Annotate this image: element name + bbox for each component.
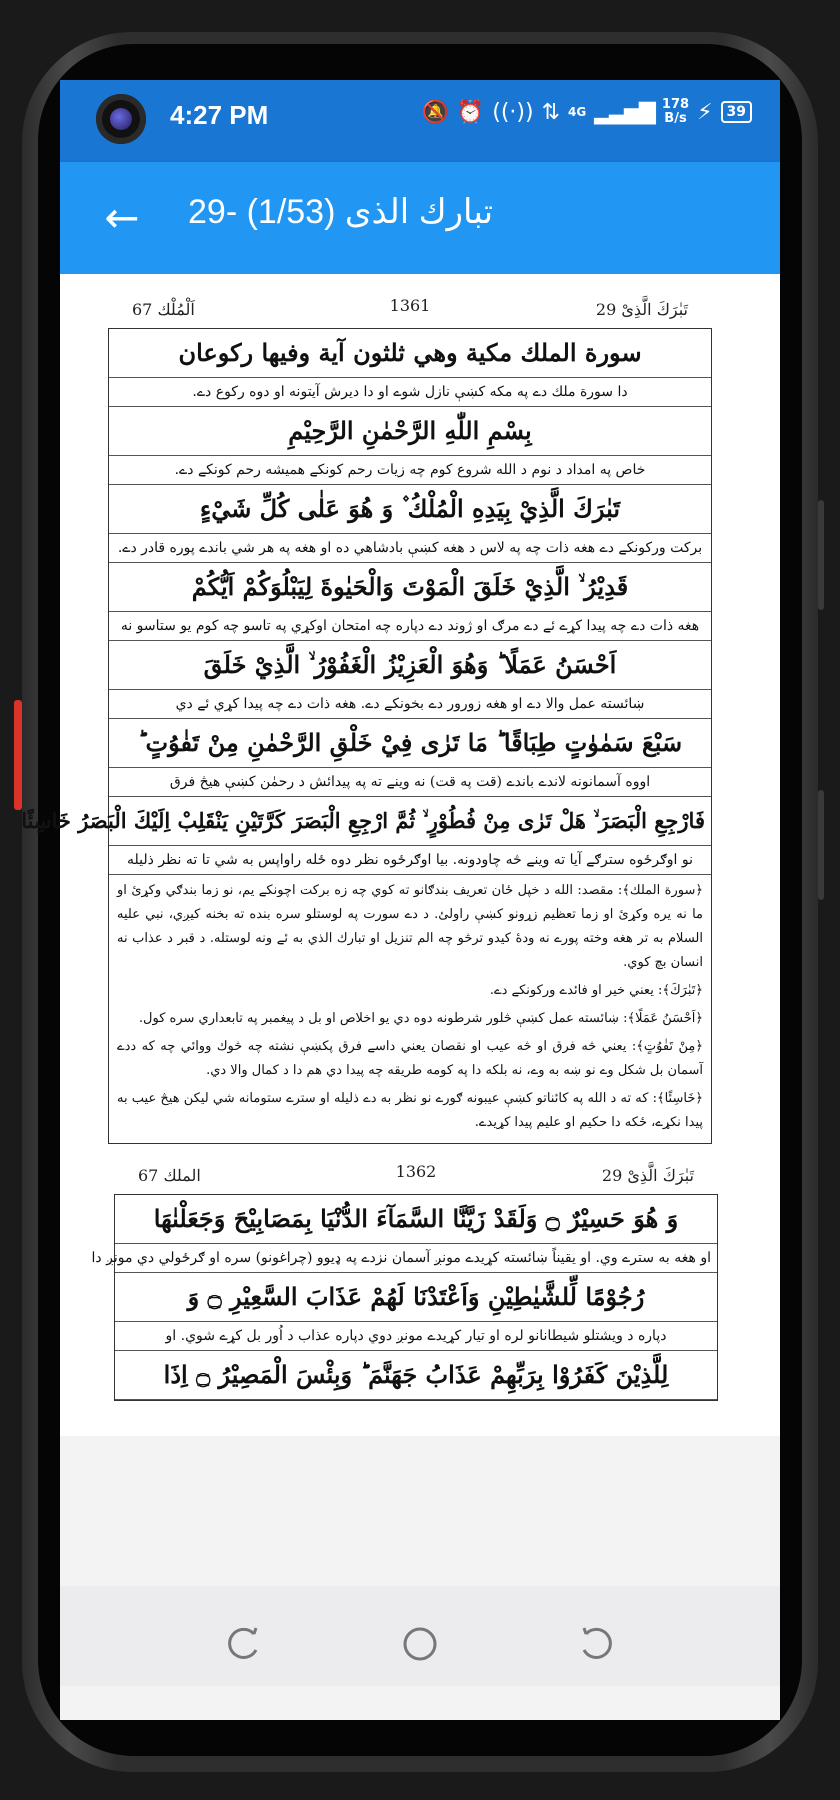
arabic-verse-row: اَحْسَنُ عَمَلًا ؕ وَهُوَ الْعَزِيْزُ الْغَفُوْرُ ۙ الَّذِيْ خَلَقَ (109, 641, 711, 690)
page-header-surah: اَلْمُلْك 67 (132, 300, 195, 319)
side-button-right-top (818, 500, 824, 610)
commentary-paragraph: ﴿سورة الملك﴾: مقصد: الله د خپل ځان تعريف بندګانو ته كوي چه زه بركت اچونكے يم، نو زما بندګي وكړئ او ما نه يره وكړئ او زما تعظيم زړونو كښې راولئ. د دے سورت په لوستلو سره بنده ته بخنه كيږي، نبي عليه السلام به تر هغه وخته پورے نه ودهٔ كيدو ترڅو چه الم تنزيل او تبارك الذي به ئے ونه لوستله. د قبر د عذاب نه انسان بچ كوي. (117, 883, 703, 970)
front-camera (96, 94, 146, 144)
network-speed-value: 178 (661, 97, 690, 112)
page-header (112, 1160, 720, 1194)
arabic-verse-row: قَدِيْرُ ۙ الَّذِيْ خَلَقَ الْمَوْتَ وَالْحَيٰوةَ لِيَبْلُوَكُمْ اَيُّكُمْ (109, 563, 711, 612)
page-frame (91, 1194, 718, 1401)
arabic-verse-row: وَ هُوَ حَسِيْرٌ ۝ وَلَقَدْ زَيَّنَّا السَّمَآءَ الدُّنْيَا بِمَصَابِيْحَ وَجَعَلْنٰهَا (115, 1195, 717, 1244)
recent-apps-icon[interactable] (226, 1624, 266, 1664)
page-header-surah: الملك 67 (138, 1166, 201, 1185)
arabic-verse-row: لِلَّذِيْنَ كَفَرُوْا بِرَبِّهِمْ عَذَابُ جَهَنَّمَ ؕ وَبِئْسَ الْمَصِيْرُ ۝ اِذَا (115, 1351, 717, 1400)
surah-title-row: سورة الملك مكية وهي ثلثون آية وفيها ركوعان (109, 329, 711, 378)
translation-row: ښائسته عمل والا دے او هغه زورور دے بخونكے دے. هغه ذات دے چه پيدا كړي ئے دي (109, 690, 711, 719)
signal-icon: ▂▃▅▇ (594, 99, 654, 125)
navigation-bar (60, 1436, 780, 1720)
data-transfer-icon: ⇅ (541, 99, 561, 125)
back-nav-icon[interactable] (574, 1624, 614, 1664)
commentary-paragraph: ﴿تَبٰرَكَ﴾: يعني خير او فائدے وركونكے دے. (489, 983, 703, 998)
network-speed-unit: B/s (664, 111, 687, 126)
page-number: 1362 (395, 1162, 437, 1181)
status-bar (60, 80, 780, 162)
page-header (106, 294, 714, 328)
basmala-row: بِسْمِ اللّٰهِ الرَّحْمٰنِ الرَّحِيْمِ (109, 407, 711, 456)
arabic-verse-row: فَارْجِعِ الْبَصَرَ ۙ هَلْ تَرٰى مِنْ فُطُوْرٍ ۙ ثُمَّ ارْجِعِ الْبَصَرَ كَرَّتَيْنِ يَنْقَلِبْ اِلَيْكَ الْبَصَرُ خَاسِئًا (109, 797, 711, 846)
volume-button-left (14, 700, 22, 810)
alarm-icon: ⏰ (456, 99, 485, 125)
page-number: 1361 (389, 296, 431, 315)
page-frame (21, 328, 712, 1144)
commentary-paragraph: ﴿مِنْ تَفٰوُتٍ﴾: يعني څه فرق او څه عيب او نقصان يعني داسے فرق پكښې نشته چه څوك ووائي چه كه ددے آسمان بل شكل وے نو ښه به وے، نه بلكه دا په كومه طريقه چه پيدا دي هم دا د كمال والا دي. (117, 1039, 703, 1078)
hotspot-icon: ((·)) (492, 99, 534, 125)
status-time: 4:27 PM (170, 100, 269, 130)
page-header-juz: تَبٰرَكَ الَّذِیْ 29 (601, 1166, 694, 1185)
arabic-verse-row: تَبٰرَكَ الَّذِيْ بِيَدِهِ الْمُلْكُ ۫ وَ هُوَ عَلٰى كُلِّ شَيْءٍ (109, 485, 711, 534)
status-icons (421, 98, 752, 126)
translation-row: بركت وركونكے دے هغه ذات چه په لاس د هغه كښې بادشاهي ده او هغه په هر شي باندے پوره قادر دے. (109, 534, 711, 563)
translation-row: دا سورة ملك دے په مكه كښې نازل شوے او دا ديرش آيتونه او دوه ركوع دے. (109, 378, 711, 407)
arabic-verse-row: سَبْعَ سَمٰوٰتٍ طِبَاقًا ؕ مَا تَرٰى فِيْ خَلْقِ الرَّحْمٰنِ مِنْ تَفٰوُتٍ ؕ (109, 719, 711, 768)
quran-page-1361 (21, 294, 714, 1144)
arabic-verse-row: رُجُوْمًا لِّلشَّيٰطِيْنِ وَاَعْتَدْنَا لَهُمْ عَذَابَ السَّعِيْرِ ۝ وَ (115, 1273, 717, 1322)
commentary-paragraph: ﴿اَحْسَنُ عَمَلًا﴾: ښائسته عمل كښې څلور شرطونه دوه دي يو اخلاص او بل د پيغمبر په تابعداري سره كول. (138, 1011, 703, 1026)
commentary-notes (109, 875, 711, 1143)
screen (21, 80, 780, 1720)
page-title: 29- تبارك الذى (1/53) (188, 193, 494, 231)
battery-level: 39 (721, 101, 752, 123)
translation-row: دپاره د ويشتلو شيطانانو لره او تيار كړيدے مونږ دوي دپاره عذاب د اُور بل كړے شوي. او (115, 1322, 717, 1351)
side-button-right-bottom (818, 790, 824, 900)
app-bar (60, 162, 780, 274)
back-arrow-icon[interactable]: ← (104, 193, 140, 242)
navigation-bar-inner (60, 1586, 780, 1686)
translation-row: خاص په امداد د نوم د الله شروع كوم چه زيات رحم كونكے هميشه رحم كونكے دے. (109, 456, 711, 485)
mute-notification-icon: 🔕 (421, 99, 449, 125)
translation-row: هغه ذات دے چه پيدا كړے ئے دے مرګ او ژوند دے دپاره چه امتحان اوكړي په تاسو چه كوم يو ستاسو نه (109, 612, 711, 641)
translation-row: نو اوګرځوه سترګے آيا ته وينے څه چاودونه. بيا اوګرځوه نظر دوه ځله راواپس به شي تا ته نظر ذليله (109, 846, 711, 875)
pdf-viewer[interactable] (21, 274, 780, 1436)
page-header-juz: تَبٰرَكَ الَّذِیْ 29 (595, 300, 688, 319)
commentary-paragraph: ﴿خَاسِئًا﴾: كه ته د الله په كائناتو كښې عيبونه ګورے نو نظر به دے ذليله او سترے ستومانه شي ليكن هيڅ عيب به پيدا نكړے، ځكه دا حكيم او عليم پيدا كړيدے. (117, 1091, 703, 1130)
network-type: 4G (568, 105, 587, 119)
charging-icon: ⚡ (697, 99, 713, 125)
network-speed (662, 98, 689, 126)
quran-page-1362 (91, 1160, 720, 1401)
translation-row: اووه آسمانونه لاندے باندے (قت په قت) نه وينے ته په پيدائش د رحمٰن كښې هيڅ فرق (109, 768, 711, 797)
translation-row: او هغه به سترے وي. او يقيناً ښائسته كړيدے مونږ آسمان نزدے په ډيوو (چراغونو) سره او ګرځولي دي مونږ دا (115, 1244, 717, 1273)
home-icon[interactable] (400, 1624, 440, 1664)
